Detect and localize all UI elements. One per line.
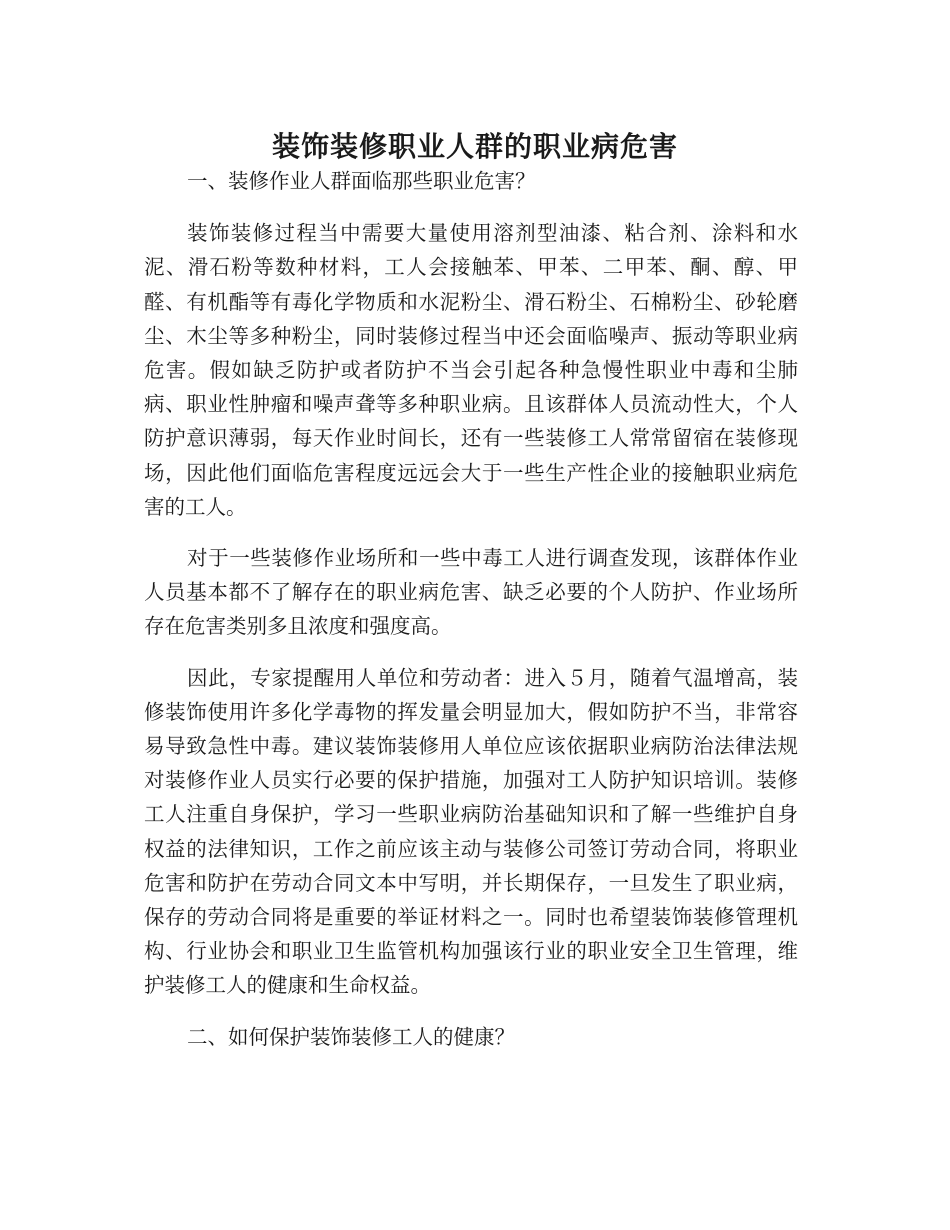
document-body <box>144 164 798 1054</box>
body-paragraph-2: 对于一些装修作业场所和一些中毒工人进行调查发现，该群体作业人员基本都不了解存在的职业病危害、缺乏必要的个人防护、作业场所存在危害类别多且浓度和强度高。 <box>144 546 798 639</box>
body-paragraph-1: 装饰装修过程当中需要大量使用溶剂型油漆、粘合剂、涂料和水泥、滑石粉等数种材料，工人会接触苯、甲苯、二甲苯、酮、醇、甲醛、有机酯等有毒化学物质和水泥粉尘、滑石粉尘、石棉粉尘、砂轮磨尘、木尘等多种粉尘，同时装修过程当中还会面临噪声、振动等职业病危害。假如缺乏防护或者防护不当会引起各种急慢性职业中毒和尘肺病、职业性肿瘤和噪声聋等多种职业病。且该群体人员流动性大，个人防护意识薄弱，每天作业时间长，还有一些装修工人常常留宿在装修现场，因此他们面临危害程度远远会大于一些生产性企业的接触职业病危害的工人。 <box>144 221 798 519</box>
section-heading-1: 一、装修作业人群面临那些职业危害？ <box>187 169 536 193</box>
body-paragraph-3: 因此，专家提醒用人单位和劳动者：进入５月，随着气温增高，装修装饰使用许多化学毒物的挥发量会明显加大，假如防护不当，非常容易导致急性中毒。建议装饰装修用人单位应该依据职业病防治法律法规对装修作业人员实行必要的保护措施，加强对工人防护知识培训。装修工人注重自身保护，学习一些职业病防治基础知识和了解一些维护自身权益的法律知识，工作之前应该主动与装修公司签订劳动合同，将职业危害和防护在劳动合同文本中写明，并长期保存，一旦发生了职业病，保存的劳动合同将是重要的举证材料之一。同时也希望装饰装修管理机构、行业协会和职业卫生监管机构加强该行业的职业安全卫生管理，维护装修工人的健康和生命权益。 <box>144 665 798 998</box>
document-title: 装饰装修职业人群的职业病危害 <box>271 129 678 163</box>
section-heading-2: 二、如何保护装饰装修工人的健康？ <box>187 1024 516 1049</box>
